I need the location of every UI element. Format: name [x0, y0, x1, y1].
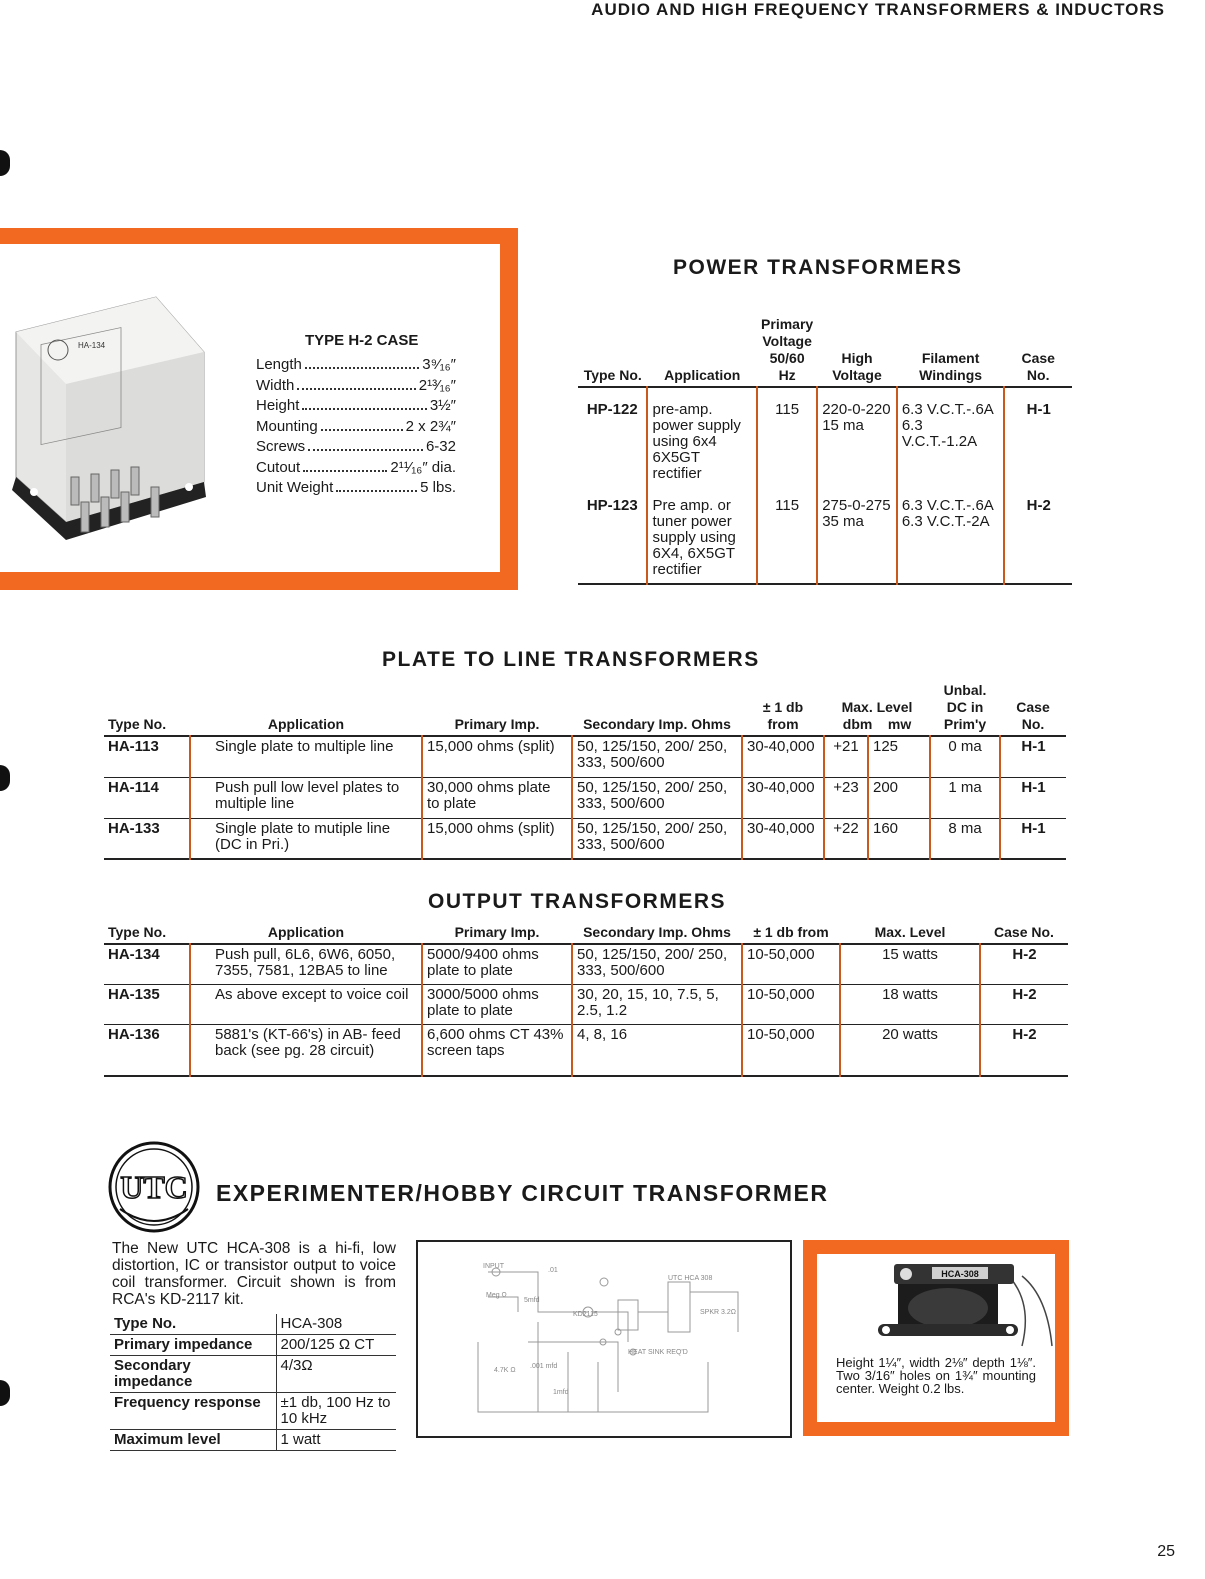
spec-leader	[303, 459, 387, 472]
col-header: Type No.	[108, 716, 167, 732]
hobby-title: EXPERIMENTER/HOBBY CIRCUIT TRANSFORMER	[216, 1180, 829, 1206]
transformer-case-image	[6, 292, 212, 542]
plate-table	[104, 680, 1066, 860]
spec-label: Width	[256, 376, 295, 394]
cell-sec: 50, 125/150, 200/ 250, 333, 500/600	[572, 944, 742, 984]
cell-prim: 30,000 ohms plate to plate	[422, 777, 572, 818]
cell-case: H-2	[980, 984, 1068, 1024]
cell-type: HA-135	[104, 984, 190, 1024]
cell-sec: 50, 125/150, 200/ 250, 333, 500/600	[572, 818, 742, 859]
svg-text:UTC: UTC	[120, 1169, 188, 1205]
spec-label: Frequency response	[110, 1393, 276, 1430]
cell-sec: 30, 20, 15, 10, 7.5, 5, 2.5, 1.2	[572, 984, 742, 1024]
col-header: Type No.	[583, 367, 642, 383]
type-no: HP-122	[586, 401, 638, 418]
case-spec-row	[256, 438, 456, 455]
cell-db: 10-50,000	[742, 944, 840, 984]
plate-title: PLATE TO LINE TRANSFORMERS	[382, 648, 760, 671]
spec-label: Primary impedance	[110, 1335, 276, 1356]
filament: 6.3 V.C.T.-.6A 6.3 V.C.T.-2A	[897, 484, 1005, 584]
cell-db: 30-40,000	[742, 818, 824, 859]
cell-db: 30-40,000	[742, 777, 824, 818]
circuit-label: 5mfd	[524, 1297, 540, 1304]
cell-mw: 160	[868, 818, 930, 859]
col-header: Secondary Imp. Ohms	[583, 924, 731, 940]
case-spec-row	[256, 377, 456, 394]
spec-value: 3½″	[429, 397, 456, 414]
col-header: ± 1 db from	[753, 924, 829, 940]
table-row	[104, 1024, 1068, 1076]
spec-value: 1 watt	[276, 1430, 396, 1451]
col-header: Primary Imp.	[454, 924, 540, 940]
spec-leader	[302, 397, 426, 410]
table-row	[104, 984, 1068, 1024]
col-header: Primary Imp.	[454, 716, 540, 732]
case-spec-row	[256, 418, 456, 435]
col-header: Max. Level	[841, 699, 913, 715]
circuit-label: UTC HCA 308	[668, 1275, 713, 1282]
cell-type: HA-114	[104, 777, 190, 818]
output-title: OUTPUT TRANSFORMERS	[428, 890, 726, 913]
cell-type: HA-133	[104, 818, 190, 859]
cell-prim: 15,000 ohms (split)	[422, 818, 572, 859]
cell-case: H-2	[980, 944, 1068, 984]
col-header: Application	[267, 716, 345, 732]
spec-label: Screws	[256, 438, 306, 455]
type-no: HP-123	[586, 497, 638, 514]
cell-prim: 15,000 ohms (split)	[422, 736, 572, 777]
table-row	[104, 944, 1068, 984]
cell-sec: 50, 125/150, 200/ 250, 333, 500/600	[572, 736, 742, 777]
spec-label: Maximum level	[110, 1430, 276, 1451]
spec-leader	[297, 377, 415, 390]
spec-label: Cutout	[256, 458, 301, 476]
punch-hole	[0, 765, 10, 791]
circuit-diagram	[416, 1240, 792, 1438]
spec-value: 2 x 2¾″	[405, 417, 456, 435]
spec-label: Height	[256, 397, 300, 414]
cell-app: Single plate to multiple line	[190, 736, 422, 777]
spec-value: 6-32	[425, 438, 456, 455]
cell-db: 30-40,000	[742, 736, 824, 777]
cell-mw: 200	[868, 777, 930, 818]
cell-lvl: 18 watts	[840, 984, 980, 1024]
power-table	[578, 314, 1072, 585]
page-number: 25	[1157, 1543, 1175, 1560]
spec-label: Type No.	[110, 1314, 276, 1335]
cell-db: 10-50,000	[742, 984, 840, 1024]
col-header: Case No.	[1016, 699, 1050, 732]
cell-dbm: +23	[824, 777, 868, 818]
cell-dc: 1 ma	[930, 777, 1000, 818]
page-header: AUDIO AND HIGH FREQUENCY TRANSFORMERS & INDUCTORS	[591, 0, 1165, 19]
spec-value: 3⁹⁄₁₆″	[422, 356, 456, 373]
cell-prim: 6,600 ohms CT 43% screen taps	[422, 1024, 572, 1076]
circuit-label: SPKR 3.2Ω	[700, 1309, 736, 1316]
filament: 6.3 V.C.T.-.6A 6.3 V.C.T.-1.2A	[897, 387, 1005, 484]
punch-hole	[0, 150, 10, 176]
circuit-schematic	[418, 1242, 790, 1436]
cell-prim: 3000/5000 ohms plate to plate	[422, 984, 572, 1024]
col-subheader: dbm	[842, 716, 873, 732]
spec-value: 5 lbs.	[420, 479, 456, 496]
col-header: Application	[267, 924, 345, 940]
case-spec-row	[256, 356, 456, 373]
photo-caption: Height 1¼″, width 2⅛″ depth 1⅛″. Two 3/16″ holes on 1¾″ mounting center. Weight 0.2 lbs.	[836, 1355, 1036, 1396]
cell-lvl: 20 watts	[840, 1024, 980, 1076]
cell-dbm: +21	[824, 736, 868, 777]
product-label: HA-134	[78, 341, 106, 350]
circuit-label: 1mfd	[553, 1389, 569, 1396]
cell-type: HA-136	[104, 1024, 190, 1076]
col-header: Application	[664, 367, 741, 383]
spec-leader	[336, 479, 417, 492]
power-title: POWER TRANSFORMERS	[673, 256, 963, 279]
col-header: Max. Level	[874, 924, 946, 940]
cell-type: HA-134	[104, 944, 190, 984]
cell-mw: 125	[868, 736, 930, 777]
application: pre-amp. power supply using 6x4 6X5GT rectifier	[647, 387, 757, 484]
spec-row	[110, 1314, 396, 1335]
cell-app: As above except to voice coil	[190, 984, 422, 1024]
spec-label: Secondary impedance	[110, 1356, 276, 1393]
spec-leader	[321, 418, 403, 431]
col-header: Unbal. DC in Prim'y	[943, 682, 987, 732]
hca308-transformer-image	[872, 1256, 1068, 1348]
cell-app: 5881's (KT-66's) in AB- feed back (see pg. 28 circuit)	[190, 1024, 422, 1076]
col-header: Case No.	[994, 924, 1054, 940]
circuit-label: Meg Ω	[486, 1292, 507, 1299]
cell-db: 10-50,000	[742, 1024, 840, 1076]
spec-row	[110, 1356, 396, 1393]
output-table	[104, 922, 1068, 1077]
spec-label: Unit Weight	[256, 479, 334, 496]
spec-row	[110, 1335, 396, 1356]
case-no: H-1	[1004, 387, 1072, 484]
cell-case: H-1	[1000, 736, 1066, 777]
cell-prim: 5000/9400 ohms plate to plate	[422, 944, 572, 984]
cell-case: H-1	[1000, 818, 1066, 859]
col-header: High Voltage	[832, 350, 882, 383]
high-voltage: 275-0-275 35 ma	[817, 484, 897, 584]
col-header: Secondary Imp. Ohms	[583, 716, 731, 732]
cell-dbm: +22	[824, 818, 868, 859]
utc-logo	[106, 1141, 202, 1233]
col-subheader: mw	[887, 716, 912, 732]
photo-label: HCA-308	[941, 1269, 979, 1279]
primary-voltage: 115	[757, 484, 817, 584]
cell-lvl: 15 watts	[840, 944, 980, 984]
spec-value: HCA-308	[276, 1314, 396, 1335]
spec-value: 2¹¹⁄₁₆″ dia.	[390, 458, 456, 476]
cell-dc: 8 ma	[930, 818, 1000, 859]
cell-sec: 4, 8, 16	[572, 1024, 742, 1076]
cell-type: HA-113	[104, 736, 190, 777]
cell-sec: 50, 125/150, 200/ 250, 333, 500/600	[572, 777, 742, 818]
cell-app: Push pull, 6L6, 6W6, 6050, 7355, 7581, 12BA5 to line	[190, 944, 422, 984]
cell-app: Single plate to mutiple line (DC in Pri.)	[190, 818, 422, 859]
col-header: Type No.	[108, 924, 167, 940]
circuit-label: .01	[548, 1267, 558, 1274]
case-spec-row	[256, 397, 456, 414]
case-spec-row	[256, 479, 456, 496]
spec-leader	[305, 356, 419, 369]
case-title: TYPE H-2 CASE	[305, 332, 419, 349]
cell-dc: 0 ma	[930, 736, 1000, 777]
hobby-description: The New UTC HCA-308 is a hi-fi, low distortion, IC or transistor output to voice coil transformer. Circuit shown is from RCA's KD-2117 kit.	[112, 1240, 396, 1308]
spec-row	[110, 1393, 396, 1430]
circuit-label: KD2115	[573, 1311, 598, 1318]
punch-hole	[0, 1380, 10, 1406]
cell-case: H-2	[980, 1024, 1068, 1076]
hobby-spec-table	[110, 1314, 396, 1451]
circuit-label: HEAT SINK REQ'D	[628, 1349, 688, 1356]
case-no: H-2	[1004, 484, 1072, 584]
spec-value: 200/125 Ω CT	[276, 1335, 396, 1356]
case-spec-row	[256, 459, 456, 476]
circuit-label: INPUT	[483, 1263, 504, 1270]
spec-value: ±1 db, 100 Hz to 10 kHz	[276, 1393, 396, 1430]
high-voltage: 220-0-220 15 ma	[817, 387, 897, 484]
table-row	[104, 818, 1066, 859]
primary-voltage: 115	[757, 387, 817, 484]
table-row	[104, 736, 1066, 777]
col-header: Primary Voltage 50/60 Hz	[761, 316, 814, 383]
spec-leader	[308, 438, 423, 451]
circuit-label: .001 mfd	[530, 1363, 558, 1370]
spec-label: Mounting	[256, 417, 318, 435]
spec-value: 2¹³⁄₁₆″	[418, 376, 456, 394]
cell-case: H-1	[1000, 777, 1066, 818]
col-header: Case No.	[1021, 350, 1055, 383]
table-row	[104, 777, 1066, 818]
cell-app: Push pull low level plates to multiple line	[190, 777, 422, 818]
application: Pre amp. or tuner power supply using 6X4, 6X5GT rectifier	[647, 484, 757, 584]
col-header: ± 1 db from	[762, 699, 804, 732]
spec-label: Length	[256, 356, 302, 373]
spec-value: 4/3Ω	[276, 1356, 396, 1393]
spec-row	[110, 1430, 396, 1451]
circuit-label: 4.7K Ω	[494, 1367, 516, 1374]
col-header: Filament Windings	[919, 350, 983, 383]
